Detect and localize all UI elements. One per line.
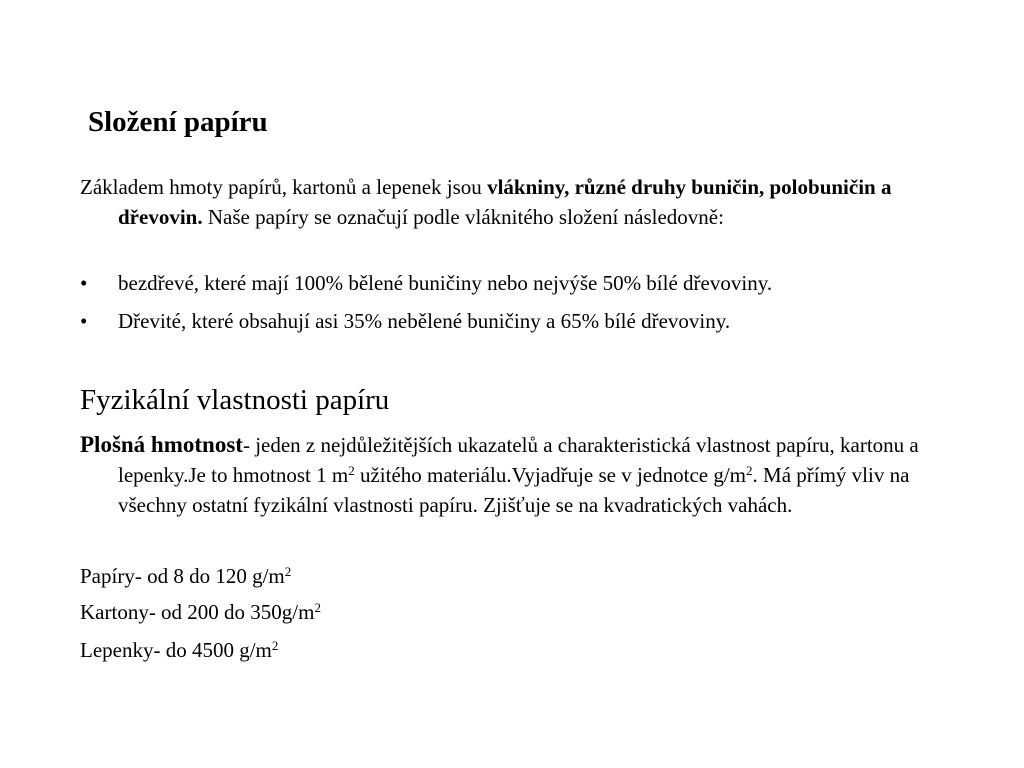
range-text: Lepenky- do 4500 g/m (80, 638, 272, 662)
intro-text-end: Naše papíry se označují podle vláknitého složení následovně: (202, 205, 724, 229)
intro-bold-text: vlákniny, různé druhy buničin, polobuničin a dřevovin. (118, 175, 892, 229)
definition-part2: užitého materiálu.Vyjadřuje se v jednotce g/m (354, 463, 747, 487)
superscript: 2 (271, 637, 279, 653)
intro-paragraph (80, 172, 978, 232)
bullet-symbol: • (80, 271, 88, 295)
definition-part3: . Má přímý vliv na všechny ostatní fyzikální vlastnosti papíru. Zjišťuje se na kvadratických vahách. (118, 463, 910, 517)
superscript: 2 (348, 462, 355, 478)
bullet-text: Dřevité, které obsahují asi 35% nebělené buničiny a 65% bílé dřevoviny. (118, 309, 731, 333)
bullet-symbol: • (80, 309, 88, 333)
definition-part1: - jeden z nejdůležitějších ukazatelů a charakteristická vlastnost papíru, kartonu a lepenky.Je to hmotnost 1 m (118, 433, 919, 487)
intro-text-start: Základem hmoty papírů, kartonů a lepenek jsou (80, 175, 488, 199)
section-title-slozeni: Složení papíru (88, 106, 268, 138)
definition-term: Plošná hmotnost (80, 432, 243, 457)
superscript: 2 (314, 599, 321, 615)
range-text: Kartony- od 200 do 350g/m (80, 600, 315, 624)
range-line-papiry (80, 561, 291, 591)
bullet-text: bezdřevé, které mají 100% bělené buničiny nebo nejvýše 50% bílé dřevoviny. (118, 271, 773, 295)
bullet-item (80, 268, 940, 298)
range-text: Papíry- od 8 do 120 g/m (80, 564, 285, 588)
bullet-item (80, 306, 940, 336)
section-title-fyzikalni: Fyzikální vlastnosti papíru (80, 384, 390, 416)
superscript: 2 (284, 563, 292, 579)
range-line-kartony (80, 597, 321, 627)
range-line-lepenky (80, 635, 278, 665)
superscript: 2 (746, 462, 753, 478)
definition-paragraph (80, 430, 978, 520)
